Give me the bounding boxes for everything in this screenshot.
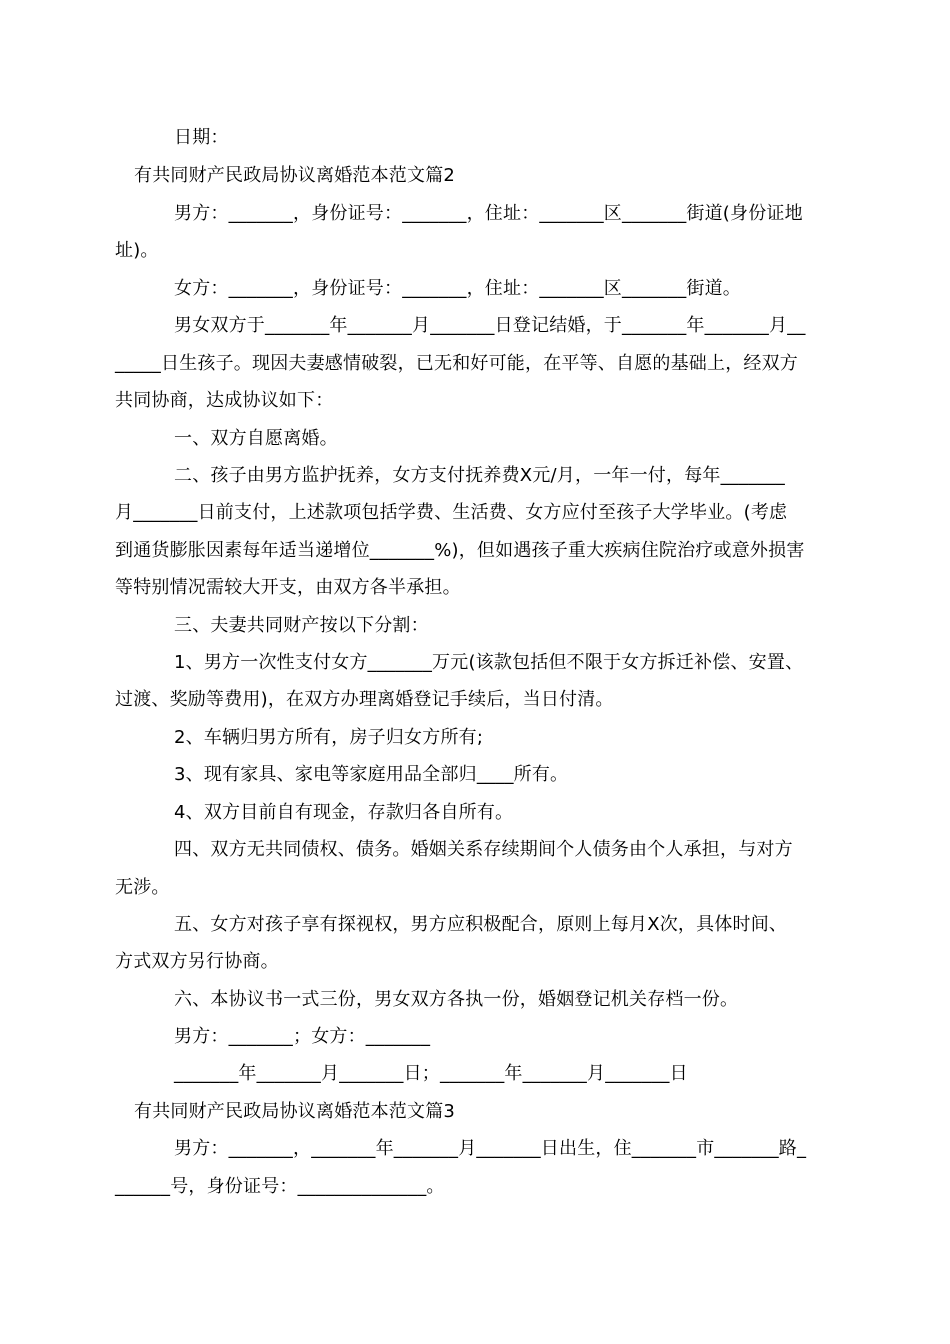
paragraph-line: 址)。 [115, 240, 159, 261]
clause-3: 三、夫妻共同财产按以下分割： [174, 615, 429, 636]
sub-clause-4: 4、双方目前自有现金，存款归各自所有。 [174, 802, 514, 823]
paragraph-line: 无涉。 [115, 877, 170, 898]
clause-5: 五、女方对孩子享有探视权，男方应积极配合，原则上每月X次，具体时间、 [174, 914, 788, 935]
paragraph-line: 女方：_______，身份证号：_______，住址：_______区_______街道。 [174, 278, 741, 299]
paragraph-line: 月_______日前支付，上述款项包括学费、生活费、女方应付至孩子大学毕业。(考虑 [115, 502, 788, 523]
paragraph-line: 男女双方于_______年_______月_______日登记结婚，于_______年_______月__ [174, 315, 806, 336]
date-label: 日期： [174, 127, 229, 148]
paragraph-line: 男方：_______，身份证号：_______，住址：_______区_______街道(身份证地 [174, 203, 803, 224]
sub-clause-1: 1、男方一次性支付女方_______万元(该款包括但不限于女方拆迁补偿、安置、 [174, 652, 804, 673]
signature-date-line: _______年_______月_______日；_______年_______月_______日 [174, 1063, 688, 1084]
sub-clause-2: 2、车辆归男方所有，房子归女方所有; [174, 727, 484, 748]
paragraph-line: 等特别情况需较大开支，由双方各半承担。 [115, 577, 461, 598]
section-heading-3: 有共同财产民政局协议离婚范本范文篇3 [134, 1101, 456, 1122]
paragraph-line: 方式双方另行协商。 [115, 951, 279, 972]
signature-line: 男方：_______；女方：_______ [174, 1026, 431, 1047]
clause-4: 四、双方无共同债权、债务。婚姻关系存续期间个人债务由个人承担，与对方 [174, 839, 793, 860]
clause-2: 二、孩子由男方监护抚养，女方支付抚养费X元/月，一年一付，每年_______ [174, 465, 785, 486]
clause-1: 一、双方自愿离婚。 [174, 428, 338, 449]
paragraph-line: 到通货膨胀因素每年适当递增位_______%)，但如遇孩子重大疾病住院治疗或意外损害 [115, 540, 805, 561]
section-heading-2: 有共同财产民政局协议离婚范本范文篇2 [134, 165, 456, 186]
sub-clause-3: 3、现有家具、家电等家庭用品全部归____所有。 [174, 764, 569, 785]
paragraph-line: 男方：_______，_______年_______月_______日出生，住_______市_______路_ [174, 1138, 807, 1159]
paragraph-line: 共同协商，达成协议如下： [115, 390, 334, 411]
clause-6: 六、本协议书一式三份，男女双方各执一份，婚姻登记机关存档一份。 [174, 989, 739, 1010]
paragraph-line: 过渡、奖励等费用)，在双方办理离婚登记手续后，当日付清。 [115, 689, 614, 710]
paragraph-line: _____日生孩子。现因夫妻感情破裂，已无和好可能，在平等、自愿的基础上，经双方 [115, 353, 798, 374]
paragraph-line: ______号，身份证号：______________。 [115, 1176, 445, 1197]
